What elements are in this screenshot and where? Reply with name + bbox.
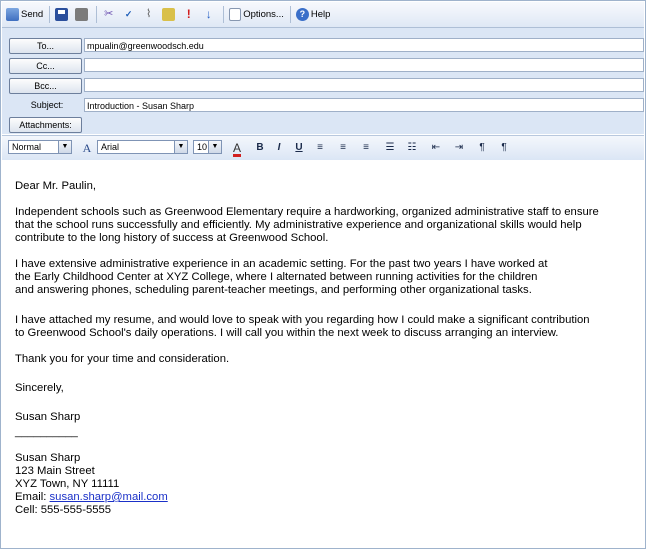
to-button[interactable]: To...: [9, 38, 82, 54]
contact-street: 123 Main Street: [15, 465, 95, 477]
align-left-icon: ≡: [317, 142, 323, 153]
formatting-toolbar: [2, 135, 644, 161]
ltr-button[interactable]: [475, 141, 489, 155]
paragraph-1-line-2: that the school runs successfully and efficiently. My administrative experience and organizational skills would help: [15, 219, 582, 231]
help-button[interactable]: [294, 5, 333, 25]
low-priority-icon: ↓: [205, 7, 212, 21]
contact-cell: Cell: 555-555-5555: [15, 504, 112, 516]
signature-name: Susan Sharp: [15, 411, 81, 423]
font-color-button[interactable]: [230, 141, 244, 155]
high-priority-button[interactable]: [180, 5, 199, 25]
toolbar-divider: [223, 6, 224, 23]
message-body[interactable]: [2, 160, 644, 548]
spellcheck-icon: ✓: [124, 9, 133, 19]
print-icon: [75, 8, 88, 21]
font-size-value: 10: [197, 142, 208, 152]
to-field[interactable]: mpualin@greenwoodsch.edu: [84, 38, 644, 52]
bullet-list-icon: ☰: [385, 142, 395, 153]
font-size-select[interactable]: [193, 140, 222, 154]
subject-field[interactable]: Introduction - Susan Sharp: [84, 98, 644, 112]
signature-icon: [162, 8, 175, 21]
low-priority-button[interactable]: [200, 5, 219, 25]
spellcheck-button[interactable]: [120, 5, 139, 25]
email-link[interactable]: susan.sharp@mail.com: [49, 491, 168, 503]
toolbar-divider: [96, 6, 97, 23]
print-button[interactable]: [73, 5, 92, 25]
message-headers: [2, 28, 644, 134]
send-button[interactable]: [4, 5, 45, 25]
underline-button[interactable]: [292, 141, 306, 155]
italic-button[interactable]: [272, 141, 286, 155]
font-icon: A: [82, 141, 92, 155]
email-label: Email:: [15, 491, 50, 503]
decrease-indent-icon: ⇤: [431, 142, 441, 153]
right-to-left-icon: ¶: [501, 142, 507, 153]
decrease-indent-button[interactable]: [429, 141, 443, 155]
paragraph-style-select[interactable]: [8, 140, 72, 154]
help-icon: ?: [296, 8, 309, 21]
send-label: Send: [21, 9, 44, 20]
font-color-icon: A: [232, 141, 241, 155]
bullet-list-button[interactable]: [383, 141, 397, 155]
numbered-list-button[interactable]: [405, 141, 419, 155]
toolbar-divider: [290, 6, 291, 23]
signature-line: __________: [15, 426, 78, 438]
left-to-right-icon: ¶: [479, 142, 485, 153]
sign-button[interactable]: [160, 5, 179, 25]
align-right-icon: ≡: [363, 142, 369, 153]
bold-icon: B: [256, 142, 264, 153]
send-icon: [6, 8, 19, 21]
bcc-button[interactable]: Bcc...: [9, 78, 82, 94]
options-label: Options...: [243, 9, 284, 20]
align-center-button[interactable]: [336, 141, 350, 155]
paragraph-2-line-3: and answering phones, scheduling parent-teacher meetings, and performing other organizational tasks.: [15, 284, 532, 296]
chevron-down-icon: ▼: [208, 141, 221, 153]
align-right-button[interactable]: [359, 141, 373, 155]
increase-indent-button[interactable]: [452, 141, 466, 155]
paragraph-2-line-2: the Early Childhood Center at XYZ College, where I alternated between running activities for the children: [15, 271, 538, 283]
font-family-value: Arial: [101, 142, 120, 152]
increase-indent-icon: ⇥: [454, 142, 464, 153]
paragraph-3-line-2: to Greenwood School's daily operations. I will call you within the next week to discuss arranging an interview.: [15, 327, 559, 339]
high-priority-icon: !: [186, 7, 191, 21]
italic-icon: I: [277, 142, 281, 153]
main-toolbar: [2, 2, 644, 28]
bold-button[interactable]: [253, 141, 267, 155]
options-button[interactable]: [227, 5, 286, 25]
toolbar-divider: [49, 6, 50, 23]
underline-icon: U: [295, 142, 303, 153]
align-center-icon: ≡: [340, 142, 346, 153]
chevron-down-icon: ▼: [174, 141, 187, 153]
cut-icon: ✂: [104, 8, 114, 20]
contact-city: XYZ Town, NY 11111: [15, 478, 120, 490]
greeting: Dear Mr. Paulin,: [15, 180, 96, 192]
cut-button[interactable]: [100, 5, 119, 25]
help-label: Help: [310, 9, 331, 20]
closing: Sincerely,: [15, 382, 64, 394]
chevron-down-icon: ▼: [58, 141, 71, 153]
thanks-line: Thank you for your time and consideration.: [15, 353, 230, 365]
attachments-button[interactable]: Attachments:: [9, 117, 82, 133]
numbered-list-icon: ☷: [407, 142, 417, 153]
cc-button[interactable]: Cc...: [9, 58, 82, 74]
paragraph-style-value: Normal: [12, 142, 42, 152]
options-icon: [229, 8, 241, 21]
save-button[interactable]: [53, 5, 72, 25]
contact-email-line: [15, 491, 168, 504]
bcc-field[interactable]: [84, 78, 644, 92]
cc-field[interactable]: [84, 58, 644, 72]
font-family-select[interactable]: [97, 140, 188, 154]
paragraph-2-line-1: I have extensive administrative experience in an academic setting. For the past two years I have worked at: [15, 258, 548, 270]
paragraph-3-line-1: I have attached my resume, and would love to speak with you regarding how I could make a significant contribution: [15, 314, 590, 326]
align-left-button[interactable]: [313, 141, 327, 155]
attach-button[interactable]: [140, 5, 159, 25]
paragraph-1-line-1: Independent schools such as Greenwood Elementary require a hardworking, organized administrative staff to ensure: [15, 206, 599, 218]
rtl-button[interactable]: [497, 141, 511, 155]
save-icon: [55, 8, 68, 21]
paperclip-icon: ⌇: [146, 8, 152, 20]
paragraph-1-line-3: contribute to the long history of success at Greenwood School.: [15, 232, 329, 244]
contact-name: Susan Sharp: [15, 452, 81, 464]
subject-label: Subject:: [30, 100, 64, 110]
